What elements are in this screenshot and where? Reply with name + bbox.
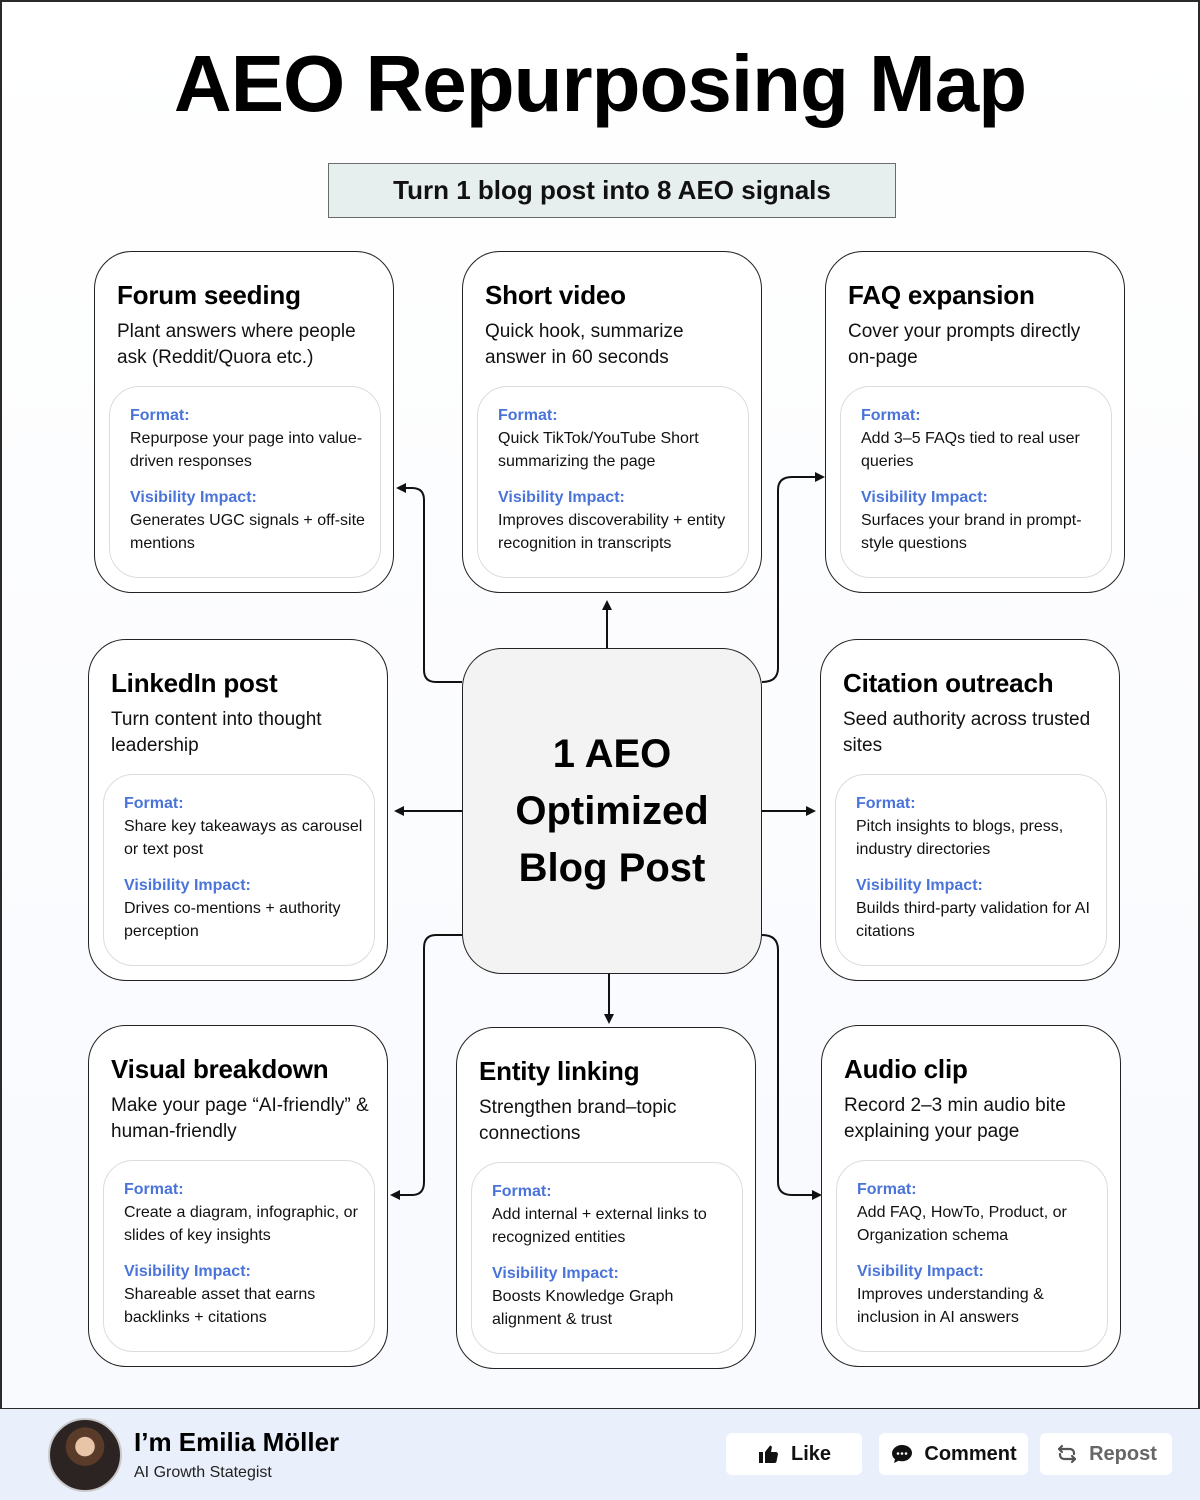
format-label: Format:	[124, 795, 184, 812]
card-detail-box	[103, 774, 375, 966]
comment-label: Comment	[924, 1442, 1017, 1465]
impact-label: Visibility Impact:	[861, 489, 988, 506]
card-description: Strengthen brand–topic connections	[479, 1097, 677, 1144]
card-description: Make your page “AI-friendly” & human-friendly	[111, 1095, 369, 1142]
page-title: AEO Repurposing Map	[173, 39, 1027, 128]
format-label: Format:	[856, 795, 916, 812]
card-detail-box	[840, 386, 1112, 578]
card-detail-box	[103, 1160, 375, 1352]
format-label: Format:	[492, 1183, 552, 1200]
repost-icon	[1055, 1442, 1079, 1466]
card-description: Record 2–3 min audio bite explaining your page	[844, 1095, 1066, 1142]
arrow-faq-expansion	[762, 477, 823, 682]
card-forum-seeding	[94, 251, 394, 593]
repost-label: Repost	[1089, 1442, 1157, 1465]
arrow-forum-seeding	[398, 488, 462, 682]
card-short-video	[462, 251, 762, 593]
card-title: Visual breakdown	[111, 1054, 329, 1084]
repost-button[interactable]	[1040, 1433, 1172, 1475]
format-text: Add 3–5 FAQs tied to real user queries	[861, 430, 1080, 470]
card-detail-box	[471, 1162, 743, 1354]
card-detail-box	[836, 1160, 1108, 1352]
format-label: Format:	[498, 407, 558, 424]
card-description: Seed authority across trusted sites	[843, 709, 1091, 756]
card-description: Plant answers where people ask (Reddit/Quora etc.)	[117, 321, 356, 368]
card-title: Entity linking	[479, 1056, 640, 1086]
arrow-visual-breakdown	[392, 935, 462, 1195]
impact-label: Visibility Impact:	[124, 1263, 251, 1280]
thumbs-up-icon	[757, 1442, 781, 1466]
card-title: FAQ expansion	[848, 280, 1035, 310]
format-text: Pitch insights to blogs, press, industry directories	[856, 818, 1064, 858]
impact-text: Builds third-party validation for AI citations	[856, 900, 1090, 940]
format-text: Add FAQ, HowTo, Product, or Organization schema	[857, 1204, 1067, 1244]
card-entity-linking	[456, 1027, 756, 1369]
card-detail-box	[835, 774, 1107, 966]
format-text: Create a diagram, infographic, or slides of key insights	[124, 1204, 358, 1244]
impact-text: Improves discoverability + entity recognition in transcripts	[498, 512, 726, 552]
card-title: Forum seeding	[117, 280, 301, 310]
subtitle-banner: Turn 1 blog post into 8 AEO signals	[328, 163, 896, 218]
card-visual-breakdown	[88, 1025, 388, 1367]
impact-text: Improves understanding & inclusion in AI answers	[857, 1286, 1044, 1326]
impact-text: Shareable asset that earns backlinks + citations	[124, 1286, 316, 1326]
author-role: AI Growth Stategist	[134, 1464, 272, 1481]
card-title: Short video	[485, 280, 626, 310]
format-text: Repurpose your page into value-driven responses	[130, 430, 363, 470]
impact-text: Drives co-mentions + authority perception	[124, 900, 341, 940]
author-name[interactable]: I’m Emilia Möller	[134, 1427, 340, 1457]
impact-text: Boosts Knowledge Graph alignment & trust	[492, 1288, 674, 1328]
impact-text: Generates UGC signals + off-site mentions	[130, 512, 365, 552]
avatar[interactable]	[48, 1418, 122, 1492]
card-description: Cover your prompts directly on-page	[848, 321, 1081, 368]
card-title: LinkedIn post	[111, 668, 278, 698]
center-label: 1 AEO Optimized Blog Post	[515, 731, 709, 890]
impact-label: Visibility Impact:	[130, 489, 257, 506]
card-detail-box	[477, 386, 749, 578]
impact-label: Visibility Impact:	[124, 877, 251, 894]
like-button[interactable]	[726, 1433, 862, 1475]
card-title: Citation outreach	[843, 668, 1054, 698]
author-footer	[0, 1408, 1200, 1500]
format-text: Quick TikTok/YouTube Short summarizing the page	[498, 430, 699, 470]
arrow-audio-clip	[762, 935, 820, 1195]
center-node	[462, 648, 762, 974]
impact-label: Visibility Impact:	[498, 489, 625, 506]
card-description: Turn content into thought leadership	[111, 709, 322, 756]
format-label: Format:	[130, 407, 190, 424]
format-text: Add internal + external links to recognized entities	[492, 1206, 707, 1246]
card-faq-expansion	[825, 251, 1125, 593]
comment-icon	[890, 1442, 914, 1466]
card-detail-box	[109, 386, 381, 578]
impact-label: Visibility Impact:	[857, 1263, 984, 1280]
format-text: Share key takeaways as carousel or text post	[124, 818, 363, 858]
format-label: Format:	[124, 1181, 184, 1198]
format-label: Format:	[857, 1181, 917, 1198]
impact-text: Surfaces your brand in prompt-style questions	[861, 512, 1082, 552]
impact-label: Visibility Impact:	[856, 877, 983, 894]
card-audio-clip	[821, 1025, 1121, 1367]
card-linkedin-post	[88, 639, 388, 981]
comment-button[interactable]	[879, 1433, 1028, 1475]
card-citation-outreach	[820, 639, 1120, 981]
impact-label: Visibility Impact:	[492, 1265, 619, 1282]
card-description: Quick hook, summarize answer in 60 seconds	[485, 321, 684, 368]
format-label: Format:	[861, 407, 921, 424]
card-title: Audio clip	[844, 1054, 968, 1084]
like-label: Like	[790, 1442, 832, 1465]
